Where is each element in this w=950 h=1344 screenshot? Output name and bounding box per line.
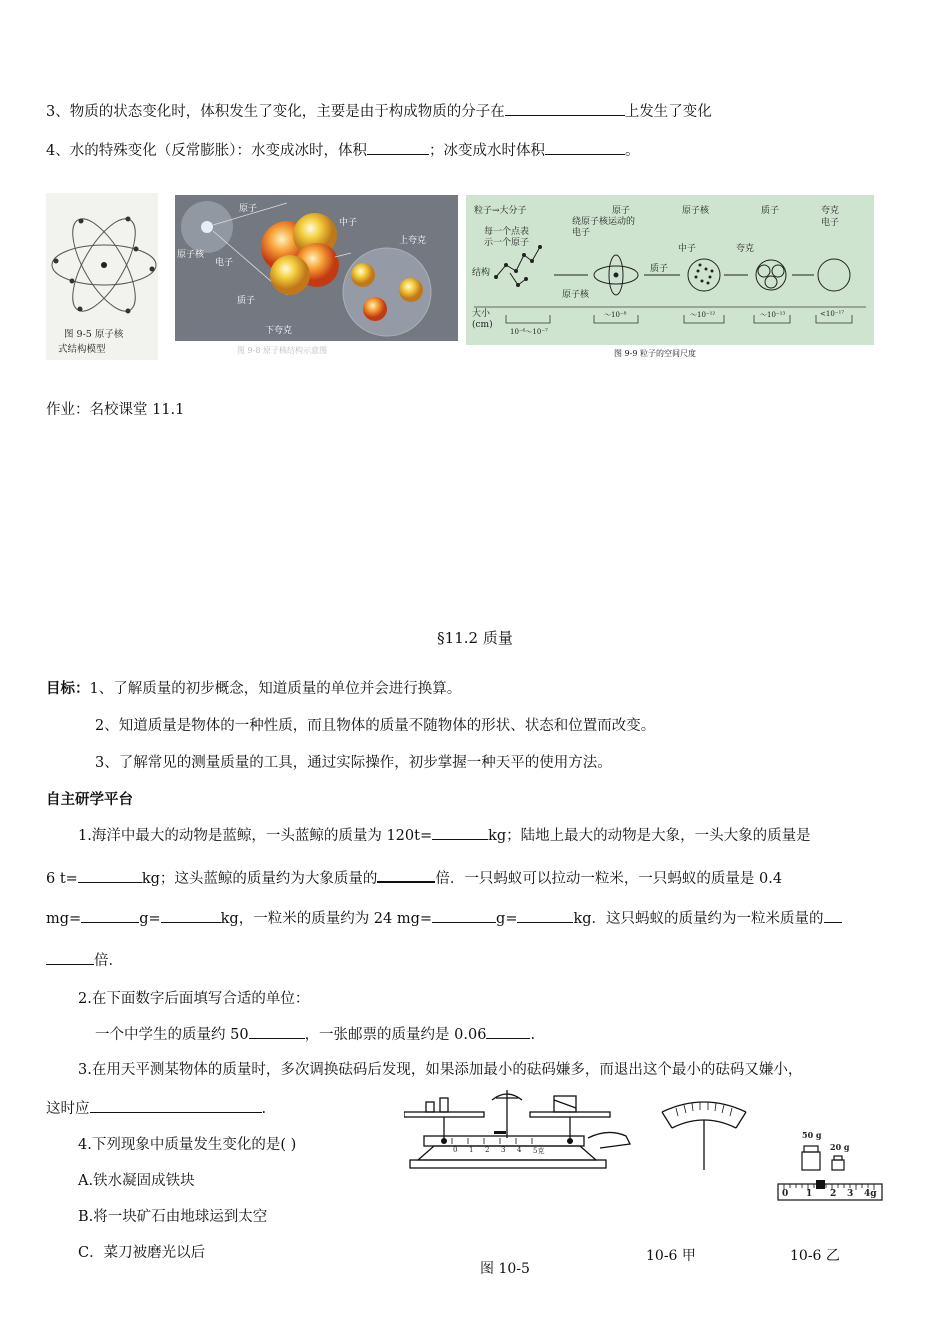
blank-field[interactable]: [46, 950, 94, 965]
nucleus-drawing: [175, 195, 458, 341]
q4-option-c[interactable]: C．菜刀被磨光以后: [78, 1245, 206, 1261]
platform-heading: 自主研学平台: [46, 791, 133, 808]
blank-field[interactable]: [90, 1098, 262, 1113]
q1-line-3: mg= g= kg，一粒米的质量约为 24 mg= g= kg．这只蚂蚁的质量约为一粒米质量的: [46, 908, 842, 929]
section-title: §11.2 质量: [437, 629, 513, 647]
blank-field[interactable]: [824, 908, 842, 923]
particle-scale-figure: 粒子→大分子 原子 原子核 质子 夸克 电子 每一个点表示一个原子 绕原子核运动的电子 中子 质子 夸克 结构 原子核 大小(cm) 10⁻⁶～10⁻⁷ ～10⁻⁸ ～10⁻¹² ～10⁻¹³ <10⁻¹⁷ 图 9-9 粒子的空间尺度: [466, 195, 874, 362]
blank-field[interactable]: [377, 867, 435, 883]
blank-field[interactable]: [161, 908, 221, 923]
blank-field[interactable]: [505, 101, 625, 116]
q2-line-1: 2.在下面数字后面填写合适的单位：: [78, 991, 310, 1007]
balance-drawing: [404, 1088, 634, 1180]
goal-line-1: 目标：1、了解质量的初步概念，知道质量的单位并会进行换算。: [46, 680, 462, 697]
q4-option-a[interactable]: A.铁水凝固成铁块: [78, 1173, 195, 1189]
q1-line-2: 6 t= kg；这头蓝鲸的质量约为大象质量的 倍．一只蚂蚁可以拉动一粒米，一只蚂蚁的质量是 0.4: [46, 867, 782, 889]
blank-field[interactable]: [517, 908, 573, 923]
particle-scale-drawing: [466, 195, 874, 345]
item-4-line: 4、水的特殊变化（反常膨胀）：水变成冰时，体积 ；冰变成水时体积 。: [46, 140, 639, 161]
pointer-dial-drawing: [658, 1094, 750, 1176]
nucleus-structure-figure: 原子 中子 原子核 电子 质子 上夸克 下夸克 图 9-8 原子核结构示意图: [175, 195, 458, 363]
q3-line-1: 3.在用天平测某物体的质量时，多次调换砝码后发现，如果添加最小的砝码嫌多，而退出这个最小的砝码又嫌小，: [78, 1062, 803, 1078]
weights-scale-figure: 50 g 20 g 0 1 2 3 4g: [776, 1128, 886, 1208]
q1-line-4: 倍．: [46, 950, 123, 971]
q4-stem: 4.下列现象中质量发生变化的是( ): [78, 1137, 297, 1153]
blank-field[interactable]: [367, 140, 429, 155]
q3-line-2: 这时应 .: [46, 1098, 266, 1119]
blank-field[interactable]: [81, 908, 139, 923]
fig-10-6-jia-caption: 10-6 甲: [646, 1248, 696, 1264]
balance-figure: 0 1 2 3 4 5克: [404, 1088, 634, 1180]
atom-orbit-drawing: [46, 193, 158, 323]
blank-field[interactable]: [432, 825, 488, 840]
pointer-dial-figure: [658, 1094, 750, 1176]
q4-option-b[interactable]: B.将一块矿石由地球运到太空: [78, 1209, 268, 1225]
fig-10-5-caption: 图 10-5: [480, 1261, 530, 1277]
goal-line-2: 2、知道质量是物体的一种性质，而且物体的质量不随物体的形状、状态和位置而改变。: [95, 718, 656, 734]
item-3-line: 3、物质的状态变化时，体积发生了变化，主要是由于构成物质的分子在 上发生了变化: [46, 101, 712, 122]
blank-field[interactable]: [78, 868, 142, 883]
fig-10-6-yi-caption: 10-6 乙: [790, 1248, 840, 1264]
q2-line-2: 一个中学生的质量约 50 ，一张邮票的质量约是 0.06 .: [95, 1024, 535, 1045]
homework-line: 作业：名校课堂 11.1: [46, 402, 185, 418]
blank-field[interactable]: [249, 1024, 305, 1039]
q1-line-1: 1.海洋中最大的动物是蓝鲸，一头蓝鲸的质量为 120t= kg；陆地上最大的动物是大象，一头大象的质量是: [78, 825, 811, 846]
atom-model-figure: 图 9-5 原子核 式结构模型: [46, 193, 158, 360]
blank-field[interactable]: [545, 140, 625, 155]
goal-line-3: 3、了解常见的测量质量的工具，通过实际操作，初步掌握一种天平的使用方法。: [95, 755, 612, 771]
blank-field[interactable]: [486, 1024, 530, 1039]
blank-field[interactable]: [432, 908, 496, 923]
